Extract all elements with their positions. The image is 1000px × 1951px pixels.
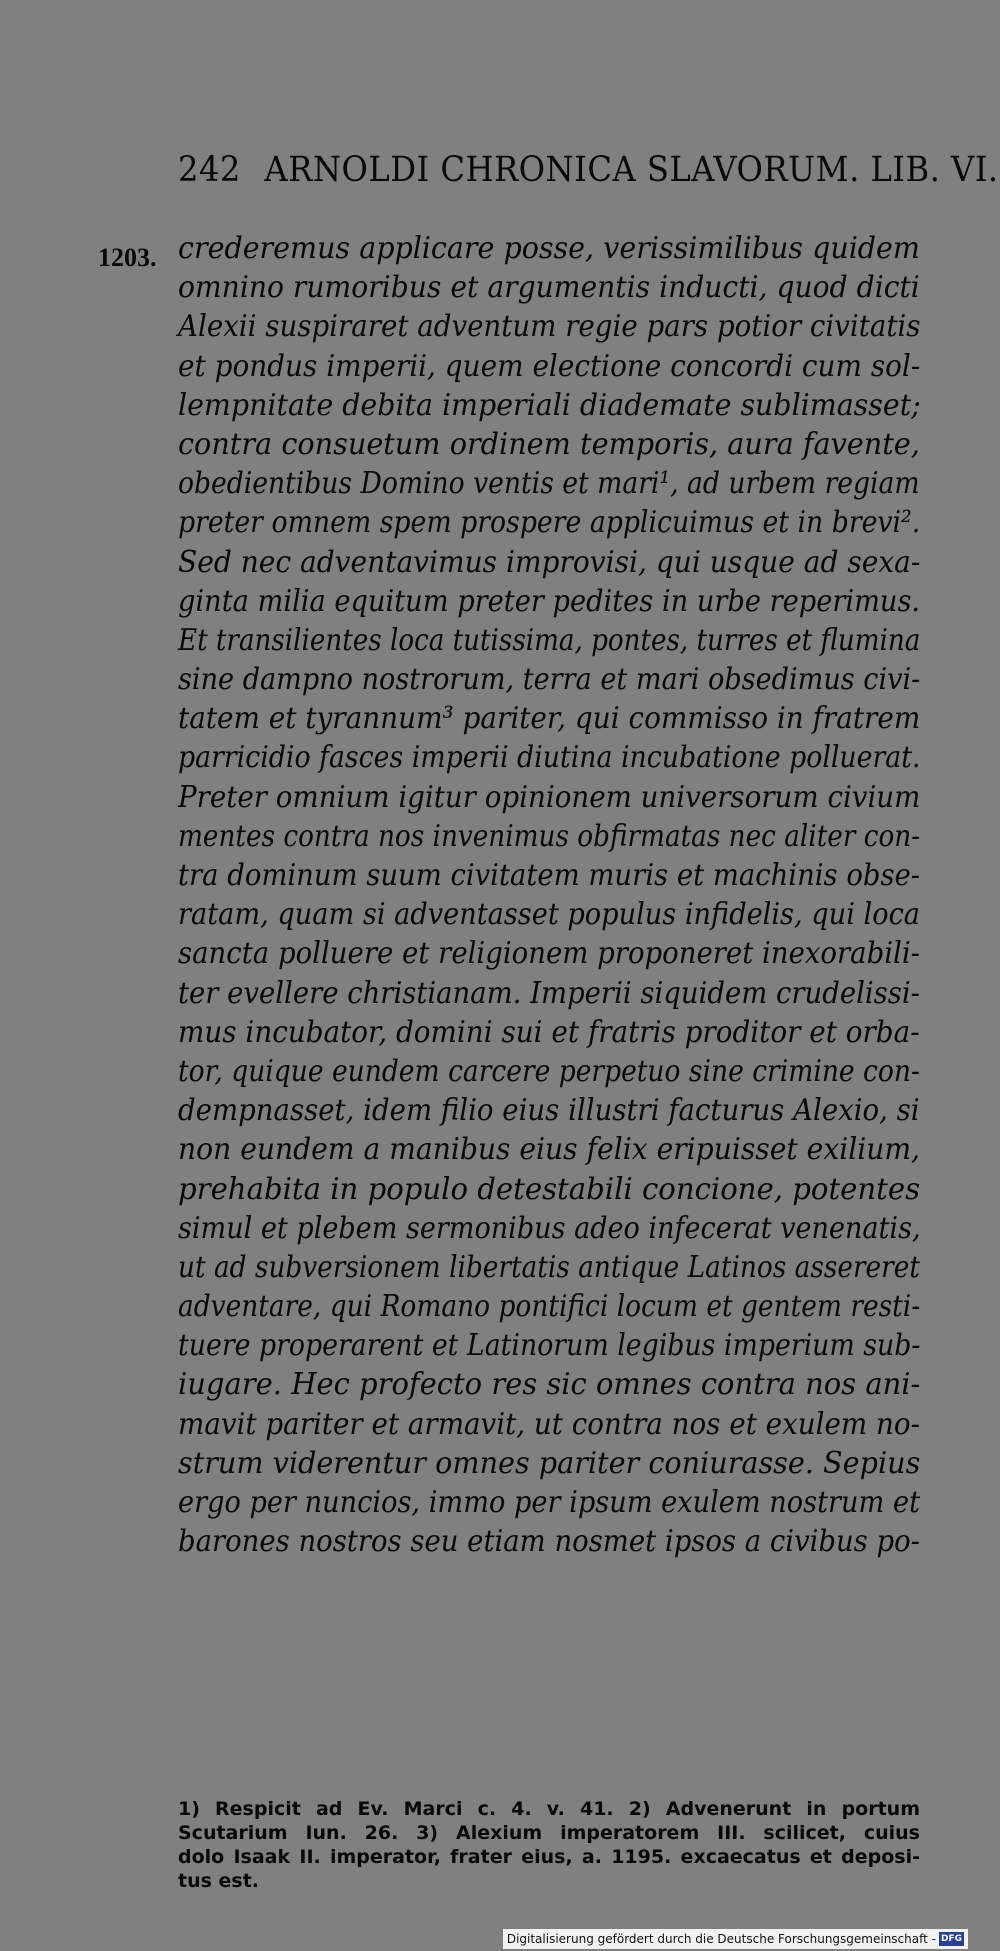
text-line: barones nostros seu etiam nosmet ipsos a civibus po-	[178, 1524, 920, 1560]
main-text	[178, 229, 920, 1561]
text-line: dempnasset, idem filio eius illustri facturus Alexio, si	[178, 1093, 920, 1129]
text-line: sine dampno nostrorum, terra et mari obsedimus civi-	[178, 662, 921, 698]
running-title: ARNOLDI CHRONICA SLAVORUM. LIB. VI.	[264, 150, 999, 190]
text-line: obedientibus Domino ventis et mari¹, ad urbem regiam	[178, 466, 920, 502]
text-line: mentes contra nos invenimus obfirmatas nec aliter con-	[178, 818, 921, 854]
text-line: adventare, qui Romano pontifici locum et gentem resti-	[178, 1289, 921, 1325]
digitization-credit	[503, 1929, 968, 1949]
text-line: tatem et tyrannum³ pariter, qui commisso in fratrem	[178, 701, 921, 737]
page-number: 242	[178, 150, 241, 190]
text-line: ratam, quam si adventasset populus infidelis, qui loca	[178, 897, 921, 933]
text-line: tra dominum suum civitatem muris et machinis obse-	[178, 858, 921, 893]
footnote-line: Scutarium Iun. 26. 3) Alexium imperatorem III. scilicet, cuius	[178, 1822, 920, 1844]
text-line: tor, quique eundem carcere perpetuo sine crimine con-	[178, 1053, 920, 1089]
text-line: non eundem a manibus eius felix eripuisset exilium,	[178, 1132, 920, 1168]
text-line: prehabita in populo detestabili concione, potentes	[178, 1171, 921, 1207]
text-line: simul et plebem sermonibus adeo infecerat venenatis,	[178, 1210, 921, 1246]
text-line: crederemus applicare posse, verissimilibus quidem	[178, 231, 920, 266]
text-line: mus incubator, domini sui et fratris proditor et orba-	[178, 1014, 920, 1050]
running-head	[178, 148, 999, 192]
footnotes	[178, 1797, 920, 1893]
text-line: parricidio fasces imperii diutina incubatione polluerat.	[178, 740, 921, 776]
text-line: iugare. Hec profecto res sic omnes contra nos ani-	[178, 1367, 921, 1403]
text-line: omnino rumoribus et argumentis inducti, quod dicti	[178, 270, 920, 306]
footnote-line: tus est.	[178, 1870, 260, 1892]
footnote-line: dolo Isaak II. imperator, frater eius, a. 1195. excaecatus et deposi-	[178, 1846, 920, 1868]
text-line: lempnitate debita imperiali diademate sublimasset;	[178, 387, 921, 423]
text-line: ginta milia equitum preter pedites in urbe reperimus.	[178, 583, 921, 619]
text-line: ter evellere christianam. Imperii siquidem crudelissi-	[178, 975, 920, 1011]
dfg-logo: DFG	[940, 1934, 962, 1944]
text-line: Alexii suspiraret adventum regie pars potior civitatis	[178, 309, 921, 345]
margin-year: 1203.	[98, 243, 157, 272]
text-line: ut ad subversionem libertatis antique Latinos assereret	[178, 1249, 920, 1285]
credit-text: Digitalisierung gefördert durch die Deutsche Forschungsgemeinschaft -	[506, 1932, 936, 1946]
text-line: et pondus imperii, quem electione concordi cum sol-	[178, 348, 921, 384]
text-line: Preter omnium igitur opinionem universorum civium	[178, 779, 921, 815]
footnote-line: 1) Respicit ad Ev. Marci c. 4. v. 41. 2) Advenerunt in portum	[178, 1798, 920, 1820]
text-line: contra consuetum ordinem temporis, aura favente,	[178, 426, 920, 462]
text-line: Sed nec adventavimus improvisi, qui usque ad sexa-	[178, 544, 921, 580]
text-line: sancta polluere et religionem proponeret inexorabili-	[178, 936, 920, 972]
text-line: mavit pariter et armavit, ut contra nos et exulem no-	[178, 1406, 921, 1442]
text-line: strum viderentur omnes pariter coniurasse. Sepius	[178, 1445, 921, 1481]
text-line: preter omnem spem prospere applicuimus et in brevi².	[178, 505, 921, 541]
text-line: tuere properarent et Latinorum legibus imperium sub-	[178, 1328, 921, 1364]
text-line: Et transilientes loca tutissima, pontes, turres et flumina	[178, 622, 921, 658]
text-line: ergo per nuncios, immo per ipsum exulem nostrum et	[178, 1485, 921, 1520]
